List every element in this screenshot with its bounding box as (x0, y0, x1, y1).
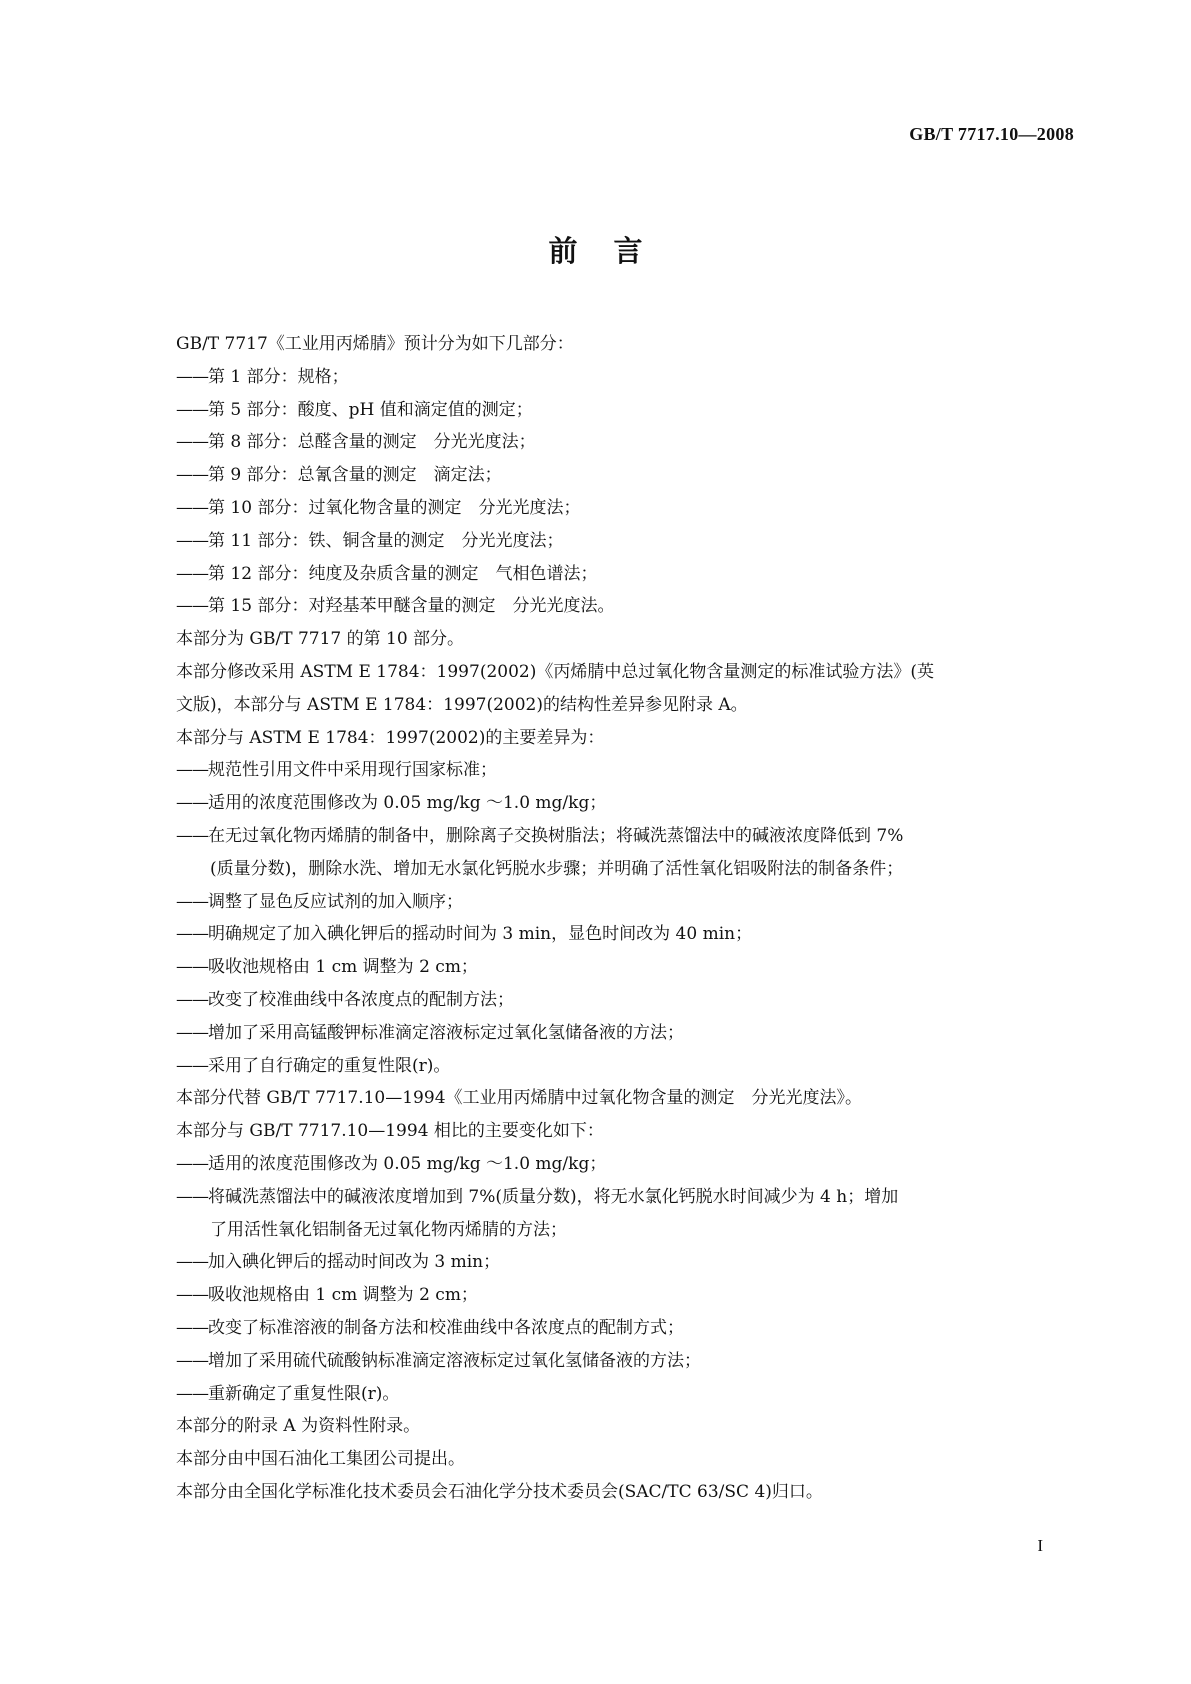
list-item-text: 增加了采用高锰酸钾标准滴定溶液标定过氧化氢储备液的方法； (208, 1022, 684, 1043)
foreword-body (176, 328, 1072, 1509)
list-item (176, 1345, 1072, 1378)
em-dash-marker: —— (176, 1383, 208, 1404)
em-dash-marker: —— (176, 1055, 208, 1076)
list-item (176, 1181, 1072, 1214)
list-item-text: 第 5 部分：酸度、pH 值和滴定值的测定； (208, 399, 533, 420)
em-dash-marker: —— (176, 1022, 208, 1043)
list-item-text: 改变了校准曲线中各浓度点的配制方法； (208, 989, 514, 1010)
em-dash-marker: —— (176, 891, 208, 912)
em-dash-marker: —— (176, 1285, 208, 1306)
paragraph: 本部分的附录 A 为资料性附录。 (176, 1416, 421, 1437)
paragraph-continuation: 文版)，本部分与 ASTM E 1784：1997(2002)的结构性差异参见附录 A。 (176, 694, 748, 715)
list-item (176, 951, 1072, 984)
list-item-text: 将碱洗蒸馏法中的碱液浓度增加到 7%(质量分数)，将无水氯化钙脱水时间减少为 4 h；增加 (208, 1186, 899, 1207)
em-dash-marker: —— (176, 465, 208, 486)
paragraph: 本部分由全国化学标准化技术委员会石油化学分技术委员会(SAC/TC 63/SC 4)归口。 (176, 1481, 823, 1502)
page-title: 前言 (548, 234, 679, 268)
list-item-text: 第 10 部分：过氧化物含量的测定 分光光度法； (208, 497, 581, 518)
list-item-text: 采用了自行确定的重复性限(r)。 (208, 1055, 451, 1076)
list-item (176, 918, 1072, 951)
list-item-text: 规范性引用文件中采用现行国家标准； (208, 760, 497, 781)
list-item (176, 558, 1072, 591)
list-item-text: 吸收池规格由 1 cm 调整为 2 cm； (208, 1285, 478, 1306)
list-item-text: 第 11 部分：铁、铜含量的测定 分光光度法； (208, 530, 564, 551)
paragraph: 本部分修改采用 ASTM E 1784：1997(2002)《丙烯腈中总过氧化物含量测定的标准试验方法》(英 (176, 661, 934, 682)
list-item (176, 886, 1072, 919)
list-item-text: 调整了显色反应试剂的加入顺序； (208, 891, 463, 912)
list-item-text: 吸收池规格由 1 cm 调整为 2 cm； (208, 957, 478, 978)
list-item-text: 第 1 部分：规格； (208, 366, 349, 387)
em-dash-marker: —— (176, 760, 208, 781)
list-item-text: 适用的浓度范围修改为 0.05 mg/kg ～1.0 mg/kg； (208, 793, 607, 814)
list-item (176, 1017, 1072, 1050)
list-item-text: 第 12 部分：纯度及杂质含量的测定 气相色谱法； (208, 563, 598, 584)
list-item (176, 459, 1072, 492)
list-item-text: 明确规定了加入碘化钾后的摇动时间为 3 min，显色时间改为 40 min； (208, 924, 753, 945)
em-dash-marker: —— (176, 924, 208, 945)
list-item (176, 820, 1072, 853)
em-dash-marker: —— (176, 1252, 208, 1273)
list-item (176, 787, 1072, 820)
list-item-text: 改变了标准溶液的制备方法和校准曲线中各浓度点的配制方式； (208, 1317, 684, 1338)
list-item (176, 1378, 1072, 1411)
em-dash-marker: —— (176, 399, 208, 420)
paragraph: 本部分与 ASTM E 1784：1997(2002)的主要差异为： (176, 727, 605, 748)
list-item (176, 590, 1072, 623)
em-dash-marker: —— (176, 825, 208, 846)
list-item-text: 第 8 部分：总醛含量的测定 分光光度法； (208, 432, 536, 453)
list-item (176, 1279, 1072, 1312)
em-dash-marker: —— (176, 989, 208, 1010)
list-item (176, 426, 1072, 459)
list-item-text: 第 15 部分：对羟基苯甲醚含量的测定 分光光度法。 (208, 596, 615, 617)
paragraph: 本部分由中国石油化工集团公司提出。 (176, 1449, 465, 1470)
em-dash-marker: —— (176, 596, 208, 617)
list-item (176, 525, 1072, 558)
em-dash-marker: —— (176, 1317, 208, 1338)
list-item (176, 984, 1072, 1017)
paragraph: 本部分代替 GB/T 7717.10—1994《工业用丙烯腈中过氧化物含量的测定 分光光度法》。 (176, 1088, 863, 1109)
standard-code: GB/T 7717.10—2008 (909, 124, 1074, 144)
list-item (176, 361, 1072, 394)
page-number: I (1037, 1536, 1043, 1555)
list-item (176, 1148, 1072, 1181)
em-dash-marker: —— (176, 1186, 208, 1207)
paragraph: 本部分与 GB/T 7717.10—1994 相比的主要变化如下： (176, 1121, 604, 1142)
em-dash-marker: —— (176, 1350, 208, 1371)
list-item-continuation: (质量分数)，删除水洗、增加无水氯化钙脱水步骤；并明确了活性氧化铝吸附法的制备条件； (210, 858, 904, 879)
em-dash-marker: —— (176, 563, 208, 584)
list-item-text: 加入碘化钾后的摇动时间改为 3 min； (208, 1252, 501, 1273)
list-item (176, 1312, 1072, 1345)
em-dash-marker: —— (176, 530, 208, 551)
em-dash-marker: —— (176, 1153, 208, 1174)
list-item-text: 重新确定了重复性限(r)。 (208, 1383, 400, 1404)
em-dash-marker: —— (176, 366, 208, 387)
list-item (176, 754, 1072, 787)
list-item-text: 适用的浓度范围修改为 0.05 mg/kg ～1.0 mg/kg； (208, 1153, 607, 1174)
em-dash-marker: —— (176, 957, 208, 978)
list-item-continuation: 了用活性氧化铝制备无过氧化物丙烯腈的方法； (210, 1219, 567, 1240)
em-dash-marker: —— (176, 793, 208, 814)
paragraph: 本部分为 GB/T 7717 的第 10 部分。 (176, 629, 465, 650)
list-item-text: 增加了采用硫代硫酸钠标准滴定溶液标定过氧化氢储备液的方法； (208, 1350, 701, 1371)
list-item (176, 492, 1072, 525)
list-item-text: 第 9 部分：总氰含量的测定 滴定法； (208, 465, 502, 486)
em-dash-marker: —— (176, 432, 208, 453)
list-item (176, 1246, 1072, 1279)
list-item (176, 394, 1072, 427)
paragraph: GB/T 7717《工业用丙烯腈》预计分为如下几部分： (176, 334, 574, 354)
list-item (176, 1050, 1072, 1083)
list-item-text: 在无过氧化物丙烯腈的制备中，删除离子交换树脂法；将碱洗蒸馏法中的碱液浓度降低到 7% (208, 825, 904, 846)
em-dash-marker: —— (176, 497, 208, 518)
